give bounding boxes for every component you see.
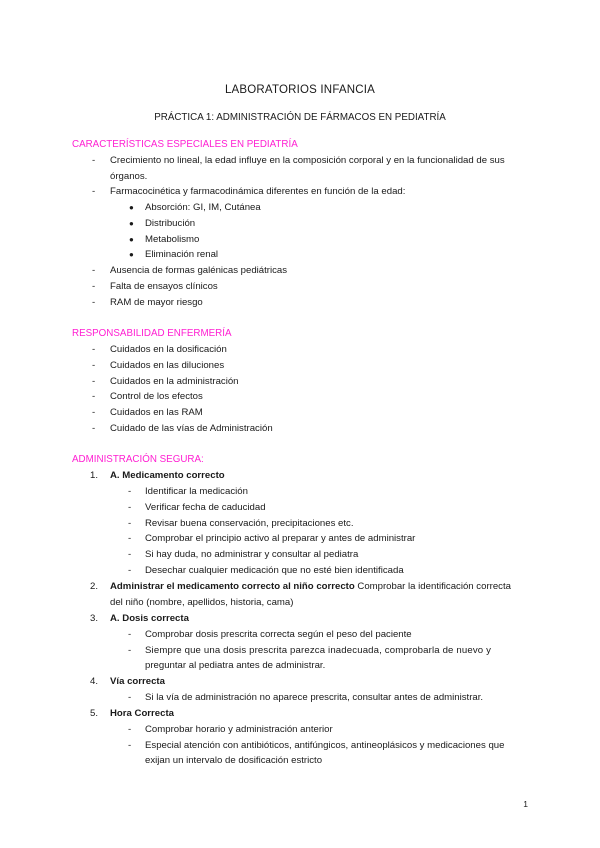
ordered-number: 3.: [89, 613, 98, 624]
sub-list-item: Absorción: GI, IM, Cutánea: [145, 202, 261, 213]
dash-marker: -: [128, 549, 132, 560]
section-heading-caracteristicas: CARACTERÍSTICAS ESPECIALES EN PEDIATRÍA: [72, 139, 298, 150]
dash-marker: -: [92, 186, 96, 197]
ordered-item-title: Administrar el medicamento correcto al niño correcto: [110, 581, 355, 592]
list-item: Falta de ensayos clínicos: [110, 281, 218, 292]
dash-marker: -: [92, 265, 96, 276]
sub-list-item: Especial atención con antibióticos, antifúngicos, antineoplásicos y medicaciones que: [145, 740, 505, 751]
sub-list-item: Desechar cualquier medicación que no esté bien identificada: [145, 565, 404, 576]
list-item: Ausencia de formas galénicas pediátricas: [110, 265, 288, 276]
sub-list-item: Verificar fecha de caducidad: [145, 502, 266, 513]
ordered-number: 4.: [89, 676, 98, 687]
sub-list-item: Comprobar dosis prescrita correcta según el peso del paciente: [145, 629, 412, 640]
document-title: LABORATORIOS INFANCIA: [224, 84, 376, 96]
sub-list-item: Si hay duda, no administrar y consultar al pediatra: [145, 549, 359, 560]
ordered-number: 1.: [89, 470, 98, 481]
dash-marker: -: [92, 281, 96, 292]
dash-marker: -: [128, 518, 132, 529]
sub-list-item: Revisar buena conservación, precipitaciones etc.: [145, 518, 354, 529]
section-heading-responsabilidad: RESPONSABILIDAD ENFERMERÍA: [72, 328, 232, 339]
bullet-marker: ●: [129, 235, 134, 244]
ordered-number: 5.: [89, 708, 98, 719]
sub-list-item: Distribución: [145, 218, 196, 229]
dash-marker: -: [128, 724, 132, 735]
ordered-item-text: Comprobar la identificación correcta: [357, 581, 511, 592]
dash-marker: -: [92, 360, 96, 371]
ordered-item-title: A. Dosis correcta: [110, 613, 189, 624]
sub-list-item: Metabolismo: [145, 234, 200, 245]
list-item-continuation: órganos.: [110, 171, 148, 182]
dash-marker: -: [92, 155, 96, 166]
dash-marker: -: [128, 740, 132, 751]
dash-marker: -: [128, 533, 132, 544]
sub-list-item: Si la vía de administración no aparece prescrita, consultar antes de administrar.: [145, 692, 484, 703]
dash-marker: -: [92, 344, 96, 355]
sub-list-item: Siempre que una dosis prescrita parezca inadecuada, comprobarla de nuevo y: [145, 645, 492, 656]
sub-list-item-continuation: preguntar al pediatra antes de administrar.: [145, 660, 326, 671]
sub-list-item: Comprobar horario y administración anterior: [145, 724, 333, 735]
dash-marker: -: [128, 692, 132, 703]
dash-marker: -: [92, 391, 96, 402]
list-item: RAM de mayor riesgo: [110, 297, 203, 308]
ordered-item-title: A. Medicamento correcto: [110, 470, 225, 481]
dash-marker: -: [128, 629, 132, 640]
list-item: Farmacocinética y farmacodinámica diferentes en función de la edad:: [110, 186, 406, 197]
sub-list-item: Eliminación renal: [145, 249, 219, 260]
dash-marker: -: [92, 423, 96, 434]
list-item: Cuidados en la dosificación: [110, 344, 227, 355]
dash-marker: -: [128, 502, 132, 513]
sub-list-item: Comprobar el principio activo al preparar y antes de administrar: [145, 533, 416, 544]
list-item: Control de los efectos: [110, 391, 203, 402]
sub-list-item: Identificar la medicación: [145, 486, 248, 497]
ordered-item-title: Vía correcta: [110, 676, 165, 687]
section-heading-administracion: ADMINISTRACIÓN SEGURA:: [72, 454, 204, 465]
dash-marker: -: [92, 376, 96, 387]
bullet-marker: ●: [129, 203, 134, 212]
list-item: Cuidados en la administración: [110, 376, 239, 387]
page-number: 1: [523, 799, 528, 809]
dash-marker: -: [92, 407, 96, 418]
dash-marker: -: [92, 297, 96, 308]
list-item: Cuidados en las diluciones: [110, 360, 225, 371]
dash-marker: -: [128, 645, 132, 656]
dash-marker: -: [128, 486, 132, 497]
ordered-item-title: Hora Correcta: [110, 708, 174, 719]
list-item: Cuidados en las RAM: [110, 407, 203, 418]
sub-list-item-continuation: exijan un intervalo de dosificación estricto: [145, 755, 323, 766]
bullet-marker: ●: [129, 250, 134, 259]
document-subtitle: PRÁCTICA 1: ADMINISTRACIÓN DE FÁRMACOS EN PEDIATRÍA: [154, 112, 446, 123]
bullet-marker: ●: [129, 219, 134, 228]
ordered-item: [110, 581, 511, 592]
ordered-item-continuation: del niño (nombre, apellidos, historia, cama): [110, 597, 294, 608]
dash-marker: -: [128, 565, 132, 576]
list-item: Crecimiento no lineal, la edad influye en la composición corporal y en la funcionalidad de sus: [110, 155, 505, 166]
list-item: Cuidado de las vías de Administración: [110, 423, 273, 434]
ordered-number: 2.: [89, 581, 98, 592]
